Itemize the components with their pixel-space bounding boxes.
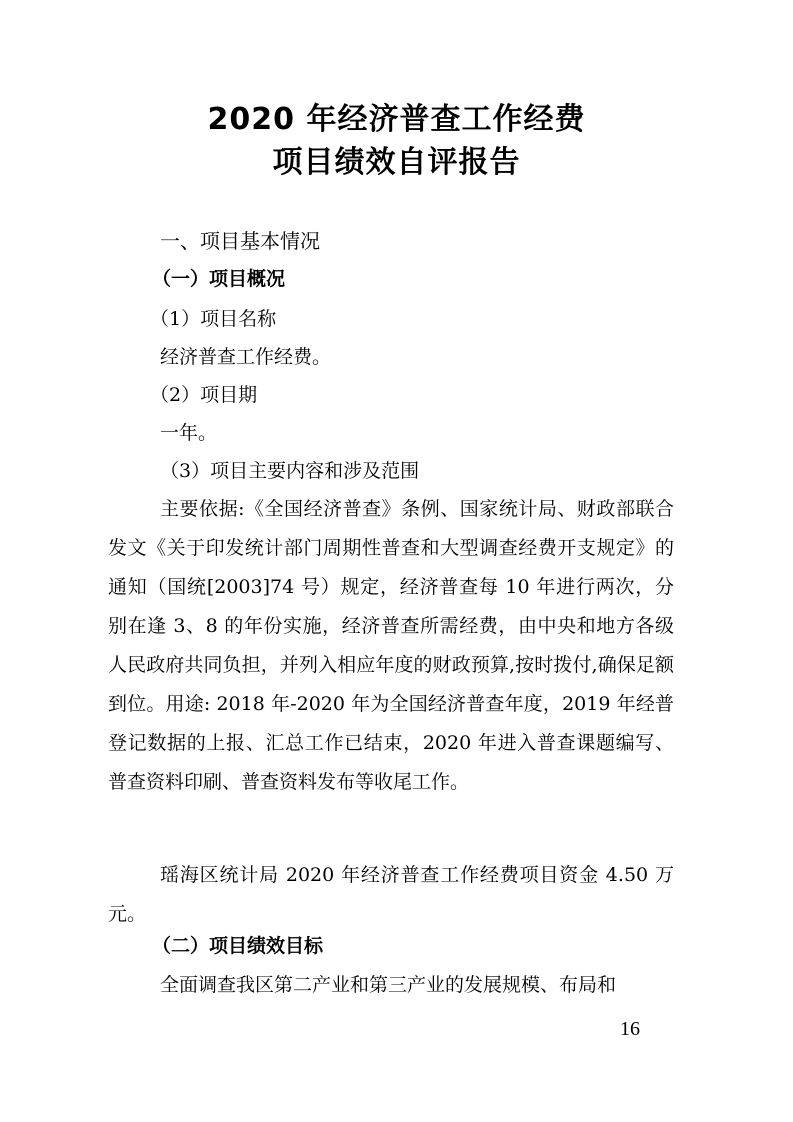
section-heading-basic-info: 一、项目基本情况 xyxy=(160,229,320,253)
subsection-heading-overview: （一）项目概况 xyxy=(152,268,286,290)
page-number: 16 xyxy=(620,1018,640,1040)
document-title-line-1: 2020 年经济普查工作经费 xyxy=(207,102,586,137)
item-value-project-period: 一年。 xyxy=(160,422,218,444)
document-title-line-2: 项目绩效自评报告 xyxy=(272,145,521,180)
item-label-project-name: （1）项目名称 xyxy=(150,308,277,330)
item-label-project-period: （2）项目期 xyxy=(150,384,258,406)
item-label-content-scope: （3）项目主要内容和涉及范围 xyxy=(160,460,420,482)
paragraph-project-funds: 瑶海区统计局 2020 年经济普查工作经费项目资金 4.50 万元。 xyxy=(108,864,674,925)
subsection-heading-performance-goals: （二）项目绩效目标 xyxy=(152,935,324,957)
paragraph-basis-and-usage: 主要依据:《全国经济普查》条例、国家统计局、财政部联合发文《关于印发统计部门周期性普查和大型调查经费开支规定》的通知（国统[2003]74 号）规定，经济普查每 10 年进行两次，分别在逢 3、8 的年份实施，经济普查所需经费，由中央和地方各级人民政府共同负担，并列入相应年度的财政预算,按时拨付,确保足额到位。用途: 2018 年-2020 年为全国经济普查年度，2019 年经普登记数据的上报、汇总工作已结束，2020 年进入普查课题编写、普查资料印刷、普查资料发布等收尾工作。 xyxy=(108,498,674,793)
paragraph-performance-goals: 全面调查我区第二产业和第三产业的发展规模、布局和 xyxy=(160,974,617,996)
item-value-project-name: 经济普查工作经费。 xyxy=(160,346,332,368)
